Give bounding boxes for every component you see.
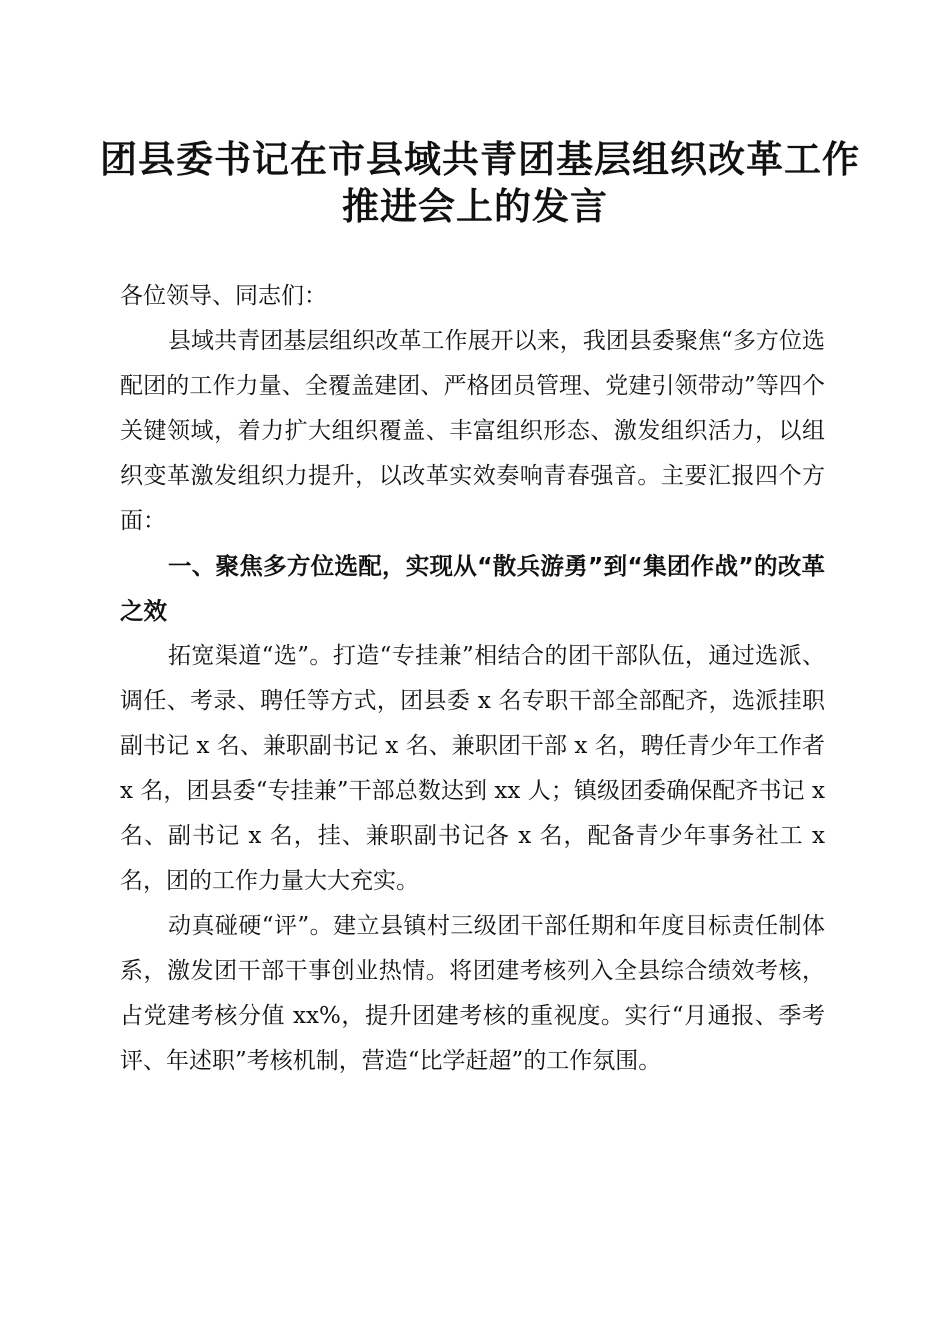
intro-paragraph: 县域共青团基层组织改革工作展开以来，我团县委聚焦“多方位选配团的工作力量、全覆盖建团、严格团员管理、党建引领带动”等四个关键领域，着力扩大组织覆盖、丰富组织形态、激发组织活力，以组织变革激发组织力提升，以改革实效奏响青春强音。主要汇报四个方面： bbox=[120, 328, 825, 534]
salutation: 各位领导、同志们： bbox=[120, 283, 327, 309]
document-title-line-1: 团县委书记在市县域共青团基层组织改革工作 bbox=[100, 137, 860, 181]
section-1-heading: 一、聚焦多方位选配，实现从“散兵游勇”到“集团作战”的改革之效 bbox=[120, 552, 825, 625]
paragraph-evaluate: 动真碰硬“评”。建立县镇村三级团干部任期和年度目标责任制体系，激发团干部干事创业热情。将团建考核列入全县综合绩效考核，占党建考核分值 xx%，提升团建考核的重视度。实行“月通报、季考评、年述职”考核机制，营造“比学赶超”的工作氛围。 bbox=[120, 913, 825, 1074]
document-body bbox=[120, 274, 825, 1084]
paragraph-select: 拓宽渠道“选”。打造“专挂兼”相结合的团干部队伍，通过选派、调任、考录、聘任等方式，团县委 x 名专职干部全部配齐，选派挂职副书记 x 名、兼职副书记 x 名、兼职团干部 x 名，聘任青少年工作者 x 名，团县委“专挂兼”干部总数达到 xx 人；镇级团委确保配齐书记 x 名、副书记 x 名，挂、兼职副书记各 x 名，配备青少年事务社工 x 名，团的工作力量大大充实。 bbox=[120, 643, 825, 894]
document-title-line-2: 推进会上的发言 bbox=[342, 184, 608, 228]
